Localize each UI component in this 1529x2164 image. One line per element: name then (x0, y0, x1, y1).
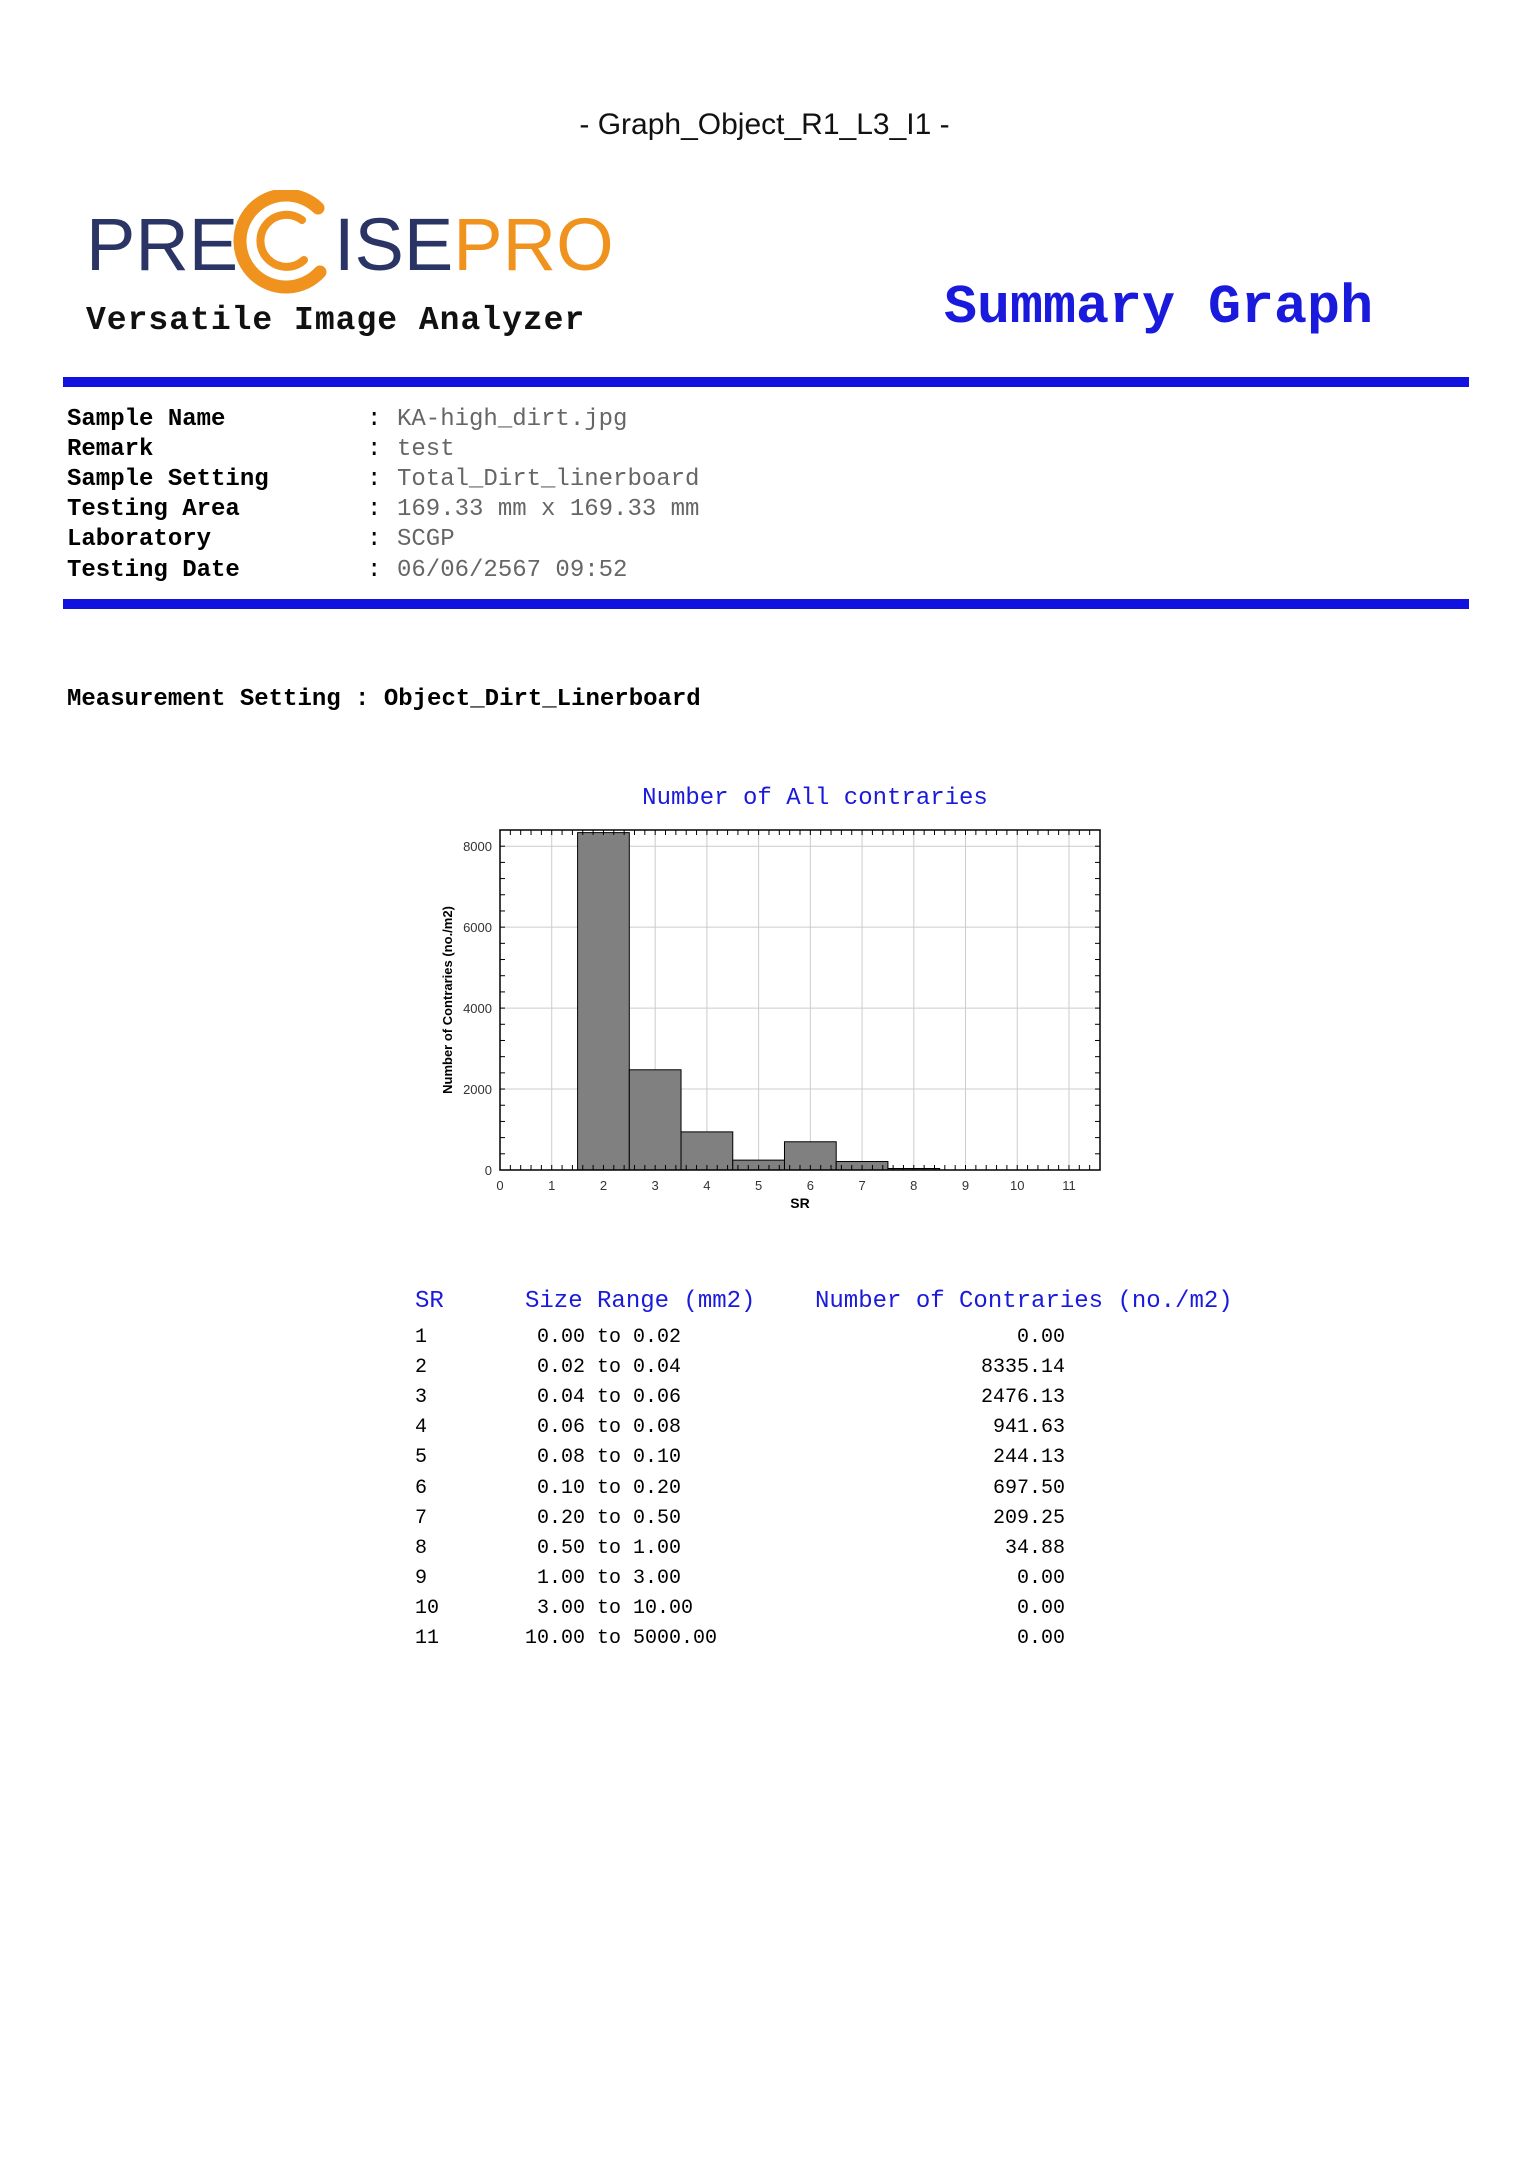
cell-sr: 4 (415, 1416, 428, 1440)
cell-num: 244.13 (992, 1446, 1065, 1470)
table-header-sr: SR (415, 1288, 444, 1315)
cell-sr: 11 (415, 1627, 440, 1651)
logo-text-isepro (334, 203, 614, 286)
cell-num: 0.00 (1016, 1325, 1065, 1349)
bar (629, 1070, 681, 1170)
info-colon: : (367, 405, 382, 433)
page-header: - Graph_Object_R1_L3_I1 - (579, 108, 950, 141)
measurement-setting: Measurement Setting : Object_Dirt_Linerboard (67, 686, 701, 713)
info-label: Sample Name (67, 405, 226, 433)
table-row (415, 1624, 1295, 1654)
logo-text-pre: PRE (86, 203, 239, 286)
histogram-chart (430, 820, 1110, 1240)
divider-bottom (63, 599, 1469, 609)
info-colon: : (367, 435, 382, 463)
logo-c-mark (240, 195, 320, 287)
x-tick-label: 10 (1010, 1178, 1025, 1193)
info-colon: : (367, 526, 382, 554)
x-tick-label: 5 (755, 1178, 763, 1193)
cell-range: 0.08 to 0.10 (525, 1446, 682, 1470)
bar (578, 833, 630, 1170)
cell-range: 0.06 to 0.08 (525, 1416, 682, 1440)
x-tick-label: 7 (858, 1178, 866, 1193)
x-tick-label: 2 (599, 1178, 608, 1193)
cell-sr: 3 (415, 1385, 428, 1409)
x-tick-label: 0 (496, 1178, 504, 1193)
info-value: Total_Dirt_linerboard (397, 465, 700, 493)
cell-range: 0.00 to 0.02 (525, 1325, 682, 1349)
bar (681, 1132, 733, 1170)
size-range-table (415, 1288, 1295, 1654)
table-body (415, 1322, 1295, 1654)
cell-range: 0.04 to 0.06 (525, 1385, 682, 1409)
cell-sr: 7 (415, 1506, 428, 1530)
info-colon: : (367, 465, 382, 493)
info-value: test (397, 435, 455, 463)
logo-text-ise: ISE (334, 203, 454, 286)
cell-sr: 5 (415, 1446, 428, 1470)
table-row (415, 1413, 1295, 1443)
info-label: Sample Setting (67, 465, 269, 493)
y-tick-label: 8000 (463, 839, 492, 855)
cell-num: 0.00 (1016, 1627, 1065, 1651)
y-tick-label: 4000 (463, 1001, 492, 1017)
info-colon: : (367, 496, 382, 524)
x-tick-label: 4 (703, 1178, 711, 1193)
cell-sr: 6 (415, 1476, 428, 1500)
table-row (415, 1382, 1295, 1412)
cell-num: 34.88 (1004, 1536, 1065, 1560)
info-value: 06/06/2567 09:52 (397, 556, 628, 584)
info-label: Testing Date (67, 556, 240, 584)
table-row (415, 1533, 1295, 1563)
y-tick-label: 0 (484, 1163, 492, 1178)
cell-range: 0.50 to 1.00 (525, 1536, 682, 1560)
x-tick-label: 1 (548, 1178, 556, 1193)
cell-range: 3.00 to 10.00 (525, 1597, 694, 1621)
info-row (67, 525, 699, 555)
cell-range: 0.10 to 0.20 (525, 1476, 682, 1500)
table-row (415, 1352, 1295, 1382)
info-row (67, 404, 699, 434)
table-row (415, 1594, 1295, 1624)
chart-title: Number of All contraries (642, 785, 988, 812)
table-header-range: Size Range (mm2) (525, 1288, 756, 1315)
info-row (67, 434, 699, 464)
info-row (67, 464, 699, 494)
precisepro-logo (86, 190, 616, 300)
x-tick-label: 11 (1062, 1178, 1076, 1193)
cell-range: 0.02 to 0.04 (525, 1355, 682, 1379)
table-row (415, 1473, 1295, 1503)
cell-sr: 1 (415, 1325, 428, 1349)
info-label: Testing Area (67, 496, 240, 524)
cell-sr: 2 (415, 1355, 428, 1379)
y-axis-label: Number of Contraries (no./m2) (440, 906, 455, 1094)
table-header (415, 1288, 1295, 1322)
report-title: Summary Graph (944, 276, 1374, 339)
table-row (415, 1443, 1295, 1473)
cell-num: 941.63 (992, 1416, 1065, 1440)
cell-num: 0.00 (1016, 1597, 1065, 1621)
y-tick-label: 6000 (463, 920, 492, 936)
x-tick-label: 9 (961, 1178, 970, 1193)
cell-sr: 9 (415, 1567, 428, 1591)
cell-sr: 8 (415, 1536, 428, 1560)
info-label: Remark (67, 435, 154, 463)
x-tick-label: 6 (806, 1178, 814, 1193)
x-axis-label: SR (790, 1195, 810, 1211)
logo-text-pro: PRO (453, 203, 614, 286)
table-header-num: Number of Contraries (no./m2) (815, 1288, 1233, 1315)
cell-range: 1.00 to 3.00 (525, 1567, 682, 1591)
info-row (67, 495, 699, 525)
cell-num: 697.50 (992, 1476, 1065, 1500)
table-row (415, 1322, 1295, 1352)
table-row (415, 1503, 1295, 1533)
cell-num: 209.25 (992, 1506, 1065, 1530)
info-label: Laboratory (67, 526, 212, 554)
cell-num: 2476.13 (980, 1385, 1065, 1409)
app-subtitle: Versatile Image Analyzer (86, 302, 586, 339)
table-row (415, 1564, 1295, 1594)
info-value: SCGP (397, 526, 455, 554)
cell-range: 0.20 to 0.50 (525, 1506, 682, 1530)
sample-info (67, 404, 699, 585)
y-tick-label: 2000 (463, 1082, 492, 1098)
cell-range: 10.00 to 5000.00 (525, 1627, 718, 1651)
cell-num: 0.00 (1016, 1567, 1065, 1591)
info-colon: : (367, 556, 382, 584)
cell-num: 8335.14 (980, 1355, 1065, 1379)
cell-sr: 10 (415, 1597, 440, 1621)
info-value: KA-high_dirt.jpg (397, 405, 628, 433)
info-value: 169.33 mm x 169.33 mm (397, 496, 700, 524)
x-tick-label: 8 (910, 1178, 918, 1193)
divider-top (63, 377, 1469, 387)
info-row (67, 555, 699, 585)
x-tick-label: 3 (651, 1178, 659, 1193)
